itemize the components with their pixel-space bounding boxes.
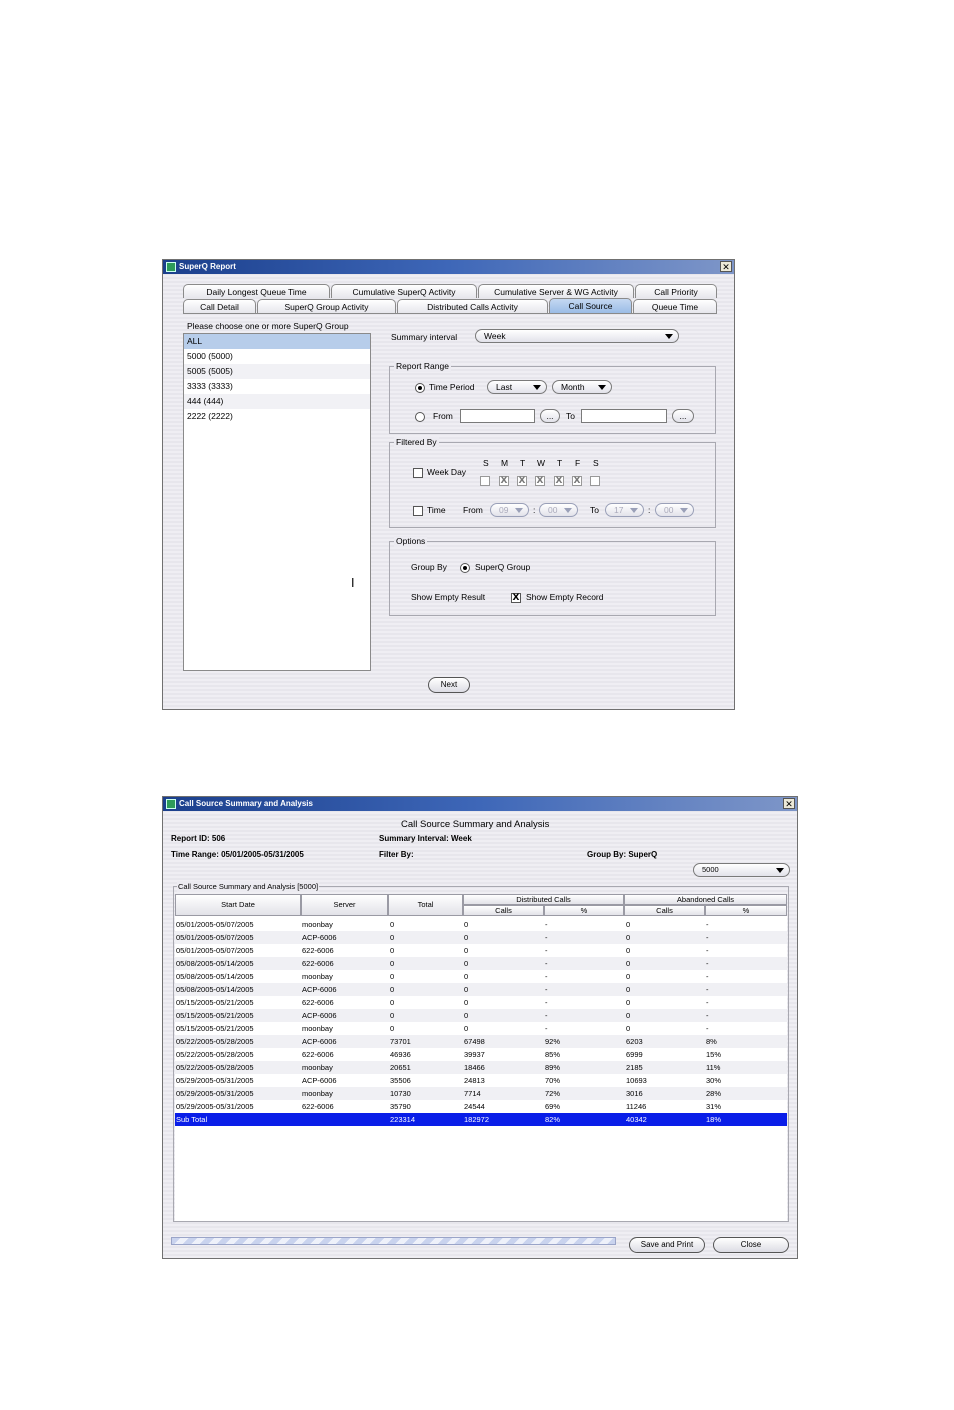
table-cell: -	[545, 933, 548, 942]
table-cell: 0	[626, 946, 631, 955]
list-item[interactable]: 3333 (3333)	[187, 381, 233, 391]
table-cell: 0	[464, 1024, 469, 1033]
table-cell: -	[706, 1024, 709, 1033]
from-hour-select[interactable]	[490, 503, 529, 517]
table-cell: 35790	[390, 1102, 411, 1111]
table-cell: 0	[390, 1024, 395, 1033]
day-checkbox[interactable]: X	[518, 476, 526, 486]
table-cell: 30%	[706, 1076, 722, 1085]
table-row[interactable]	[175, 918, 787, 931]
table-row[interactable]	[175, 1074, 787, 1087]
table-cell: 0	[390, 946, 395, 955]
col-total[interactable]: Total	[388, 894, 463, 916]
summary-window	[162, 796, 798, 1259]
table-cell: -	[545, 920, 548, 929]
table-cell: 0	[464, 972, 469, 981]
table-cell: 67498	[464, 1037, 485, 1046]
table-cell: 70%	[545, 1076, 561, 1085]
app-icon	[166, 262, 176, 272]
table-cell: 05/01/2005-05/07/2005	[176, 946, 254, 955]
tab-queue-time[interactable]: Queue Time	[633, 299, 717, 313]
day-checkbox[interactable]	[590, 476, 600, 486]
subtotal-row[interactable]	[175, 1113, 787, 1126]
table-row[interactable]	[175, 931, 787, 944]
show-empty-record-checkbox[interactable]: X	[512, 593, 520, 603]
col-abandoned-calls-count[interactable]: Calls	[624, 905, 705, 916]
day-header: F	[575, 458, 581, 468]
range-from-picker-button[interactable]: ...	[540, 409, 560, 423]
table-cell: 0	[626, 959, 631, 968]
range-to-picker-button[interactable]: ...	[672, 409, 694, 423]
report-id: Report ID: 506	[171, 834, 226, 843]
table-cell: 89%	[545, 1063, 561, 1072]
report-range-legend: Report Range	[396, 361, 449, 371]
save-and-print-button[interactable]: Save and Print	[629, 1237, 705, 1253]
tab-distributed-calls-activity[interactable]: Distributed Calls Activity	[397, 299, 548, 313]
chevron-down-icon	[680, 508, 688, 513]
table-cell: 182972	[464, 1115, 490, 1124]
table-cell: 0	[626, 1024, 631, 1033]
table-cell: 0	[464, 920, 469, 929]
table-cell: Sub Total	[176, 1115, 208, 1124]
day-header: M	[501, 458, 509, 468]
table-cell: 15%	[706, 1050, 722, 1059]
options-legend: Options	[396, 536, 426, 546]
table-cell: -	[706, 920, 709, 929]
group-list-legend: Please choose one or more SuperQ Group	[187, 321, 349, 331]
table-cell: 69%	[545, 1102, 561, 1111]
tab-daily-longest-queue-time[interactable]: Daily Longest Queue Time	[183, 284, 330, 298]
table-cell: 20651	[390, 1063, 411, 1072]
table-cell: 0	[464, 985, 469, 994]
close-icon[interactable]: ✕	[720, 261, 732, 272]
table-cell: 05/15/2005-05/21/2005	[176, 1024, 254, 1033]
chevron-down-icon	[564, 508, 572, 513]
col-abandoned-calls[interactable]: Abandoned Calls	[624, 894, 787, 905]
tab-superq-group-activity[interactable]: SuperQ Group Activity	[257, 299, 396, 313]
table-cell: moonbay	[302, 972, 333, 981]
time-colon: :	[533, 505, 536, 515]
tab-cumulative-superq-activity[interactable]: Cumulative SuperQ Activity	[331, 284, 477, 298]
summary-heading: Call Source Summary and Analysis	[401, 819, 550, 830]
table-row[interactable]	[175, 1009, 787, 1022]
time-to-label: To	[590, 505, 599, 515]
table-cell: 05/01/2005-05/07/2005	[176, 920, 254, 929]
table-cell: 3016	[626, 1089, 643, 1098]
table-body	[175, 918, 787, 1218]
time-period-radio[interactable]	[415, 383, 425, 393]
table-cell: 0	[464, 998, 469, 1007]
table-cell: -	[545, 972, 548, 981]
table-cell: 6999	[626, 1050, 643, 1059]
table-cell: 11246	[626, 1102, 647, 1111]
group-by-value: SuperQ Group	[475, 562, 531, 572]
report-range-group	[389, 361, 716, 434]
table-cell: 28%	[706, 1089, 722, 1098]
to-minute-select[interactable]	[655, 503, 694, 517]
app-icon	[166, 799, 176, 809]
time-colon: :	[648, 505, 651, 515]
period-qualifier-select[interactable]	[487, 380, 547, 394]
table-cell: 622-6006	[302, 946, 334, 955]
table-cell: 0	[390, 920, 395, 929]
table-cell: 622-6006	[302, 1102, 334, 1111]
table-cell: 10693	[626, 1076, 647, 1085]
table-cell: moonbay	[302, 1089, 333, 1098]
list-item[interactable]: 2222 (2222)	[187, 411, 233, 421]
table-cell: 73701	[390, 1037, 411, 1046]
filtered-by-legend: Filtered By	[396, 437, 437, 447]
table-cell: -	[706, 933, 709, 942]
day-header: W	[537, 458, 546, 468]
table-cell: 0	[390, 959, 395, 968]
from-hour-value: 09	[499, 505, 509, 515]
chevron-down-icon	[630, 508, 638, 513]
to-minute-value: 00	[664, 505, 674, 515]
table-row[interactable]	[175, 1048, 787, 1061]
chevron-down-icon	[598, 385, 606, 390]
from-to-radio[interactable]	[415, 412, 425, 422]
week-day-checkbox[interactable]	[413, 468, 423, 478]
chevron-down-icon	[776, 868, 784, 873]
day-checkbox[interactable]: X	[573, 476, 581, 486]
table-cell: 0	[464, 946, 469, 955]
day-header: T	[520, 458, 526, 468]
day-checkbox[interactable]: X	[555, 476, 563, 486]
table-row[interactable]	[175, 1087, 787, 1100]
group-by: Group By: SuperQ	[587, 850, 658, 859]
table-cell: 0	[464, 933, 469, 942]
range-to-field[interactable]	[581, 409, 667, 423]
table-row[interactable]	[175, 1035, 787, 1048]
table-row[interactable]	[175, 970, 787, 983]
progress-bar	[171, 1237, 616, 1245]
table-cell: -	[706, 946, 709, 955]
list-item[interactable]: ALL	[184, 334, 370, 349]
table-row[interactable]	[175, 983, 787, 996]
table-cell: 46936	[390, 1050, 411, 1059]
day-header: T	[557, 458, 563, 468]
table-cell: -	[545, 946, 548, 955]
table-cell: 6203	[626, 1037, 643, 1046]
to-hour-select[interactable]	[605, 503, 644, 517]
title-bar[interactable]	[163, 797, 797, 811]
table-cell: ACP-6006	[302, 985, 337, 994]
table-cell: 72%	[545, 1089, 561, 1098]
next-button[interactable]: Next	[428, 677, 470, 693]
group-list-panel	[183, 321, 371, 671]
table-row[interactable]	[175, 1061, 787, 1074]
time-range: Time Range: 05/01/2005-05/31/2005	[171, 850, 304, 859]
table-cell: 7714	[464, 1089, 481, 1098]
table-cell: 622-6006	[302, 1050, 334, 1059]
superq-group-list[interactable]	[183, 333, 371, 671]
list-item[interactable]: 5000 (5000)	[187, 351, 233, 361]
col-distributed-pct[interactable]: %	[544, 905, 624, 916]
close-icon[interactable]: ✕	[783, 798, 795, 809]
table-row[interactable]	[175, 1022, 787, 1035]
table-cell: -	[706, 959, 709, 968]
table-cell: 82%	[545, 1115, 561, 1124]
table-cell: 05/15/2005-05/21/2005	[176, 998, 254, 1007]
time-period-label: Time Period	[429, 382, 475, 392]
title-bar[interactable]	[163, 260, 734, 274]
summary-table	[175, 894, 787, 1221]
table-cell: moonbay	[302, 1063, 333, 1072]
chevron-down-icon	[665, 334, 673, 339]
table-row[interactable]	[175, 1100, 787, 1113]
day-checkbox[interactable]: X	[536, 476, 544, 486]
table-cell: ACP-6006	[302, 933, 337, 942]
table-cell: -	[706, 1011, 709, 1020]
table-cell: 0	[390, 998, 395, 1007]
period-unit-value: Month	[561, 382, 585, 392]
group-by-radio[interactable]	[460, 563, 470, 573]
table-cell: -	[545, 998, 548, 1007]
table-cell: 0	[390, 1011, 395, 1020]
summary-interval-label: Summary interval	[391, 332, 458, 342]
day-checkbox[interactable]	[480, 476, 490, 486]
close-button[interactable]: Close	[713, 1237, 789, 1253]
table-cell: -	[706, 998, 709, 1007]
table-cell: 0	[626, 1011, 631, 1020]
table-cell: 8%	[706, 1037, 717, 1046]
table-cell: 18466	[464, 1063, 485, 1072]
table-cell: -	[545, 1024, 548, 1033]
week-day-label: Week Day	[427, 467, 467, 477]
table-cell: 05/29/2005-05/31/2005	[176, 1076, 254, 1085]
table-cell: 622-6006	[302, 998, 334, 1007]
table-cell: 35506	[390, 1076, 411, 1085]
tab-call-detail[interactable]: Call Detail	[183, 299, 256, 313]
window-title: Call Source Summary and Analysis	[179, 799, 313, 808]
summary-table-panel	[173, 882, 789, 1222]
table-cell: ACP-6006	[302, 1076, 337, 1085]
table-cell: 05/15/2005-05/21/2005	[176, 1011, 254, 1020]
table-cell: 0	[626, 933, 631, 942]
table-cell: 92%	[545, 1037, 561, 1046]
col-distributed-calls-count[interactable]: Calls	[463, 905, 544, 916]
table-cell: 05/08/2005-05/14/2005	[176, 959, 254, 968]
table-cell: 0	[464, 1011, 469, 1020]
period-unit-select[interactable]	[552, 380, 612, 394]
options-group	[389, 536, 716, 616]
time-checkbox[interactable]	[413, 506, 423, 516]
table-cell: 11%	[706, 1063, 721, 1072]
window-title: SuperQ Report	[179, 262, 236, 271]
table-cell: 0	[390, 972, 395, 981]
tab-underline	[183, 313, 717, 314]
table-cell: 39937	[464, 1050, 485, 1059]
range-to-label: To	[566, 411, 575, 421]
text-cursor-icon: I	[351, 576, 355, 590]
table-cell: 05/29/2005-05/31/2005	[176, 1102, 254, 1111]
table-cell: -	[545, 959, 548, 968]
table-cell: 05/29/2005-05/31/2005	[176, 1089, 254, 1098]
table-cell: 18%	[706, 1115, 722, 1124]
summary-interval-select[interactable]	[475, 329, 679, 343]
table-cell: 05/08/2005-05/14/2005	[176, 985, 254, 994]
col-abandoned-pct[interactable]: %	[705, 905, 787, 916]
table-cell: 40342	[626, 1115, 647, 1124]
list-item[interactable]: 5005 (5005)	[184, 364, 370, 379]
table-cell: 0	[626, 998, 631, 1007]
col-server[interactable]: Server	[301, 894, 388, 916]
table-cell: 05/22/2005-05/28/2005	[176, 1050, 254, 1059]
from-minute-value: 00	[548, 505, 558, 515]
tab-call-source[interactable]: Call Source	[549, 298, 632, 313]
tab-cumulative-server-wg-activity[interactable]: Cumulative Server & WG Activity	[478, 284, 634, 298]
table-cell: 05/22/2005-05/28/2005	[176, 1063, 254, 1072]
table-cell: 0	[626, 920, 631, 929]
chevron-down-icon	[515, 508, 523, 513]
table-cell: 0	[464, 959, 469, 968]
chevron-down-icon	[533, 385, 541, 390]
period-qualifier-value: Last	[496, 382, 513, 392]
show-empty-result-label: Show Empty Result	[411, 592, 486, 602]
show-empty-record-label: Show Empty Record	[526, 592, 604, 602]
col-distributed-calls[interactable]: Distributed Calls	[463, 894, 624, 905]
time-from-label: From	[463, 505, 483, 515]
table-cell: 24813	[464, 1076, 485, 1085]
table-cell: 05/22/2005-05/28/2005	[176, 1037, 254, 1046]
table-cell: ACP-6006	[302, 1011, 337, 1020]
table-cell: 24544	[464, 1102, 485, 1111]
range-from-field[interactable]	[460, 409, 535, 423]
summary-interval: Summary Interval: Week	[379, 834, 472, 843]
table-cell: 85%	[545, 1050, 561, 1059]
from-minute-select[interactable]	[539, 503, 578, 517]
time-label: Time	[427, 505, 446, 515]
group-select-value: 5000	[702, 865, 719, 874]
table-cell: ACP-6006	[302, 1037, 337, 1046]
filter-by: Filter By:	[379, 850, 414, 859]
table-row[interactable]	[175, 996, 787, 1009]
day-header: S	[483, 458, 489, 468]
list-item[interactable]: 444 (444)	[184, 394, 370, 409]
table-cell: 31%	[706, 1102, 722, 1111]
group-select[interactable]	[693, 863, 790, 877]
table-row[interactable]	[175, 944, 787, 957]
summary-table-legend: Call Source Summary and Analysis [5000]	[178, 882, 319, 891]
table-cell: 223314	[390, 1115, 416, 1124]
range-from-label: From	[433, 411, 453, 421]
table-cell: moonbay	[302, 920, 333, 929]
table-cell: -	[545, 1011, 548, 1020]
table-cell: 0	[626, 972, 631, 981]
tab-call-priority[interactable]: Call Priority	[635, 284, 717, 298]
table-cell: 0	[390, 933, 395, 942]
day-header: S	[593, 458, 599, 468]
table-cell: 05/01/2005-05/07/2005	[176, 933, 254, 942]
table-cell: 05/08/2005-05/14/2005	[176, 972, 254, 981]
table-cell: -	[706, 985, 709, 994]
table-cell: -	[545, 985, 548, 994]
table-cell: 0	[390, 985, 395, 994]
table-cell: 10730	[390, 1089, 411, 1098]
group-by-label: Group By	[411, 562, 447, 572]
summary-interval-value: Week	[484, 331, 506, 341]
table-cell: moonbay	[302, 1024, 333, 1033]
superq-report-window	[162, 259, 735, 710]
day-checkbox[interactable]: X	[500, 476, 508, 486]
table-cell: -	[706, 972, 709, 981]
table-cell: 0	[626, 985, 631, 994]
to-hour-value: 17	[614, 505, 624, 515]
table-cell: 2185	[626, 1063, 643, 1072]
table-cell: 622-6006	[302, 959, 334, 968]
col-start-date[interactable]: Start Date	[175, 894, 301, 916]
table-row[interactable]	[175, 957, 787, 970]
